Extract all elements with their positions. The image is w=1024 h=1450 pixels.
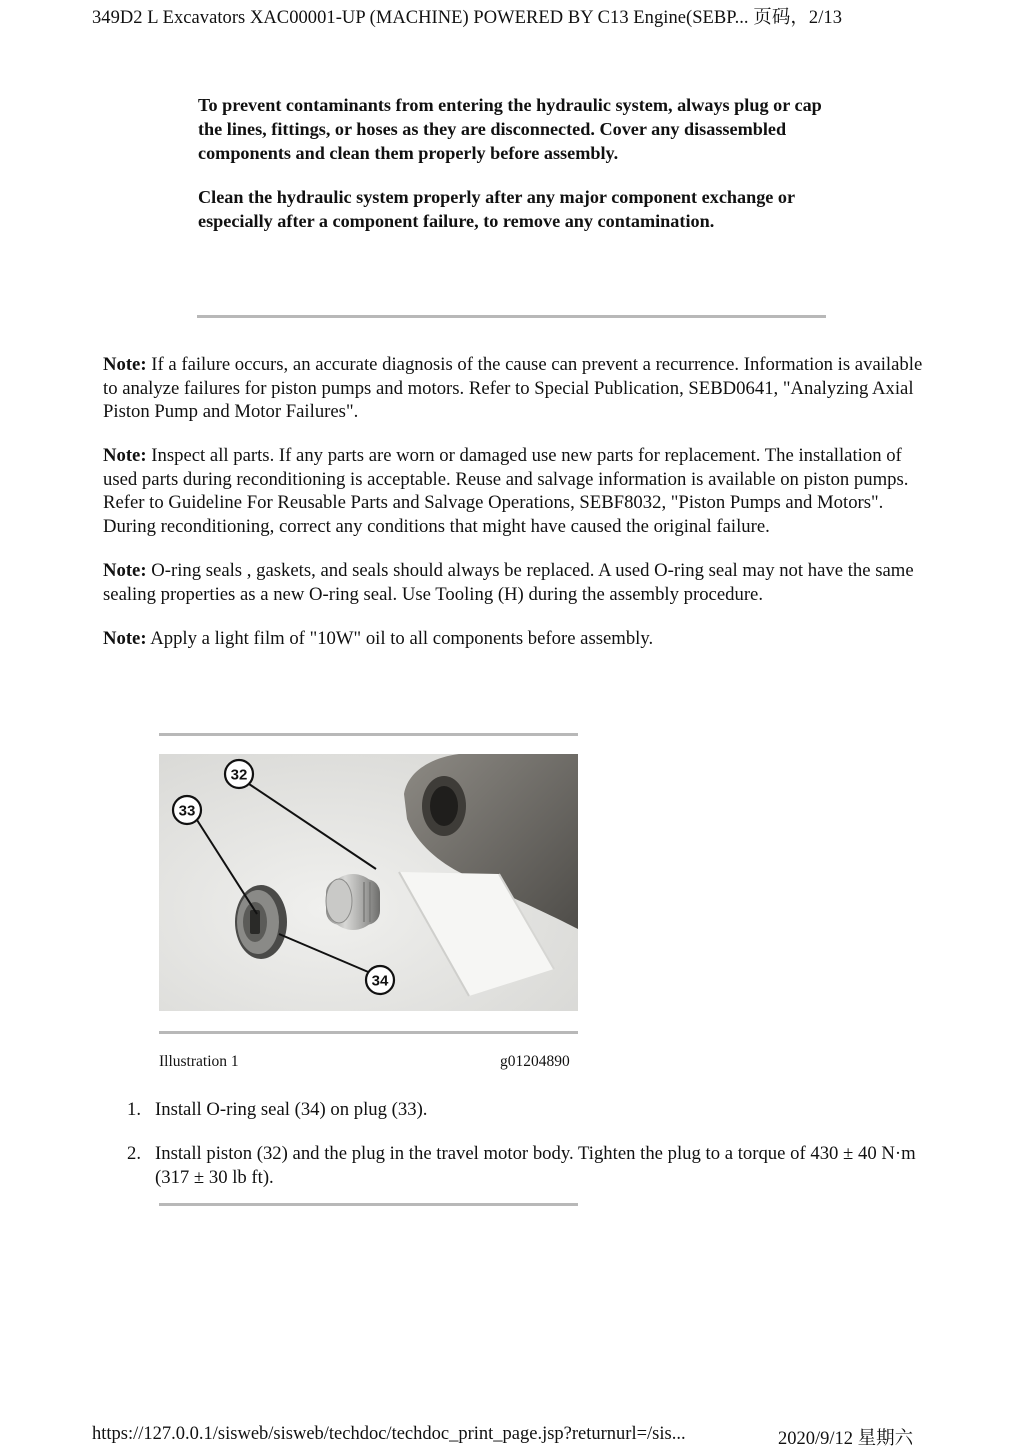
note-label: Note: bbox=[103, 627, 147, 649]
step-item bbox=[127, 1142, 917, 1189]
illustration-photo bbox=[159, 754, 578, 1011]
illustration-top-divider bbox=[159, 733, 578, 736]
callout-label: 33 bbox=[178, 802, 196, 820]
note-paragraph bbox=[103, 353, 925, 424]
footer-datetime: 2020/9/12 星期六 bbox=[778, 1429, 914, 1449]
procedure-steps bbox=[127, 1098, 917, 1210]
step-text: Install O-ring seal (34) on plug (33). bbox=[155, 1099, 428, 1120]
step-text: Install piston (32) and the plug in the travel motor body. Tighten the plug to a torque of 430 ± 40 N·m (317 ± 30 lb ft). bbox=[155, 1143, 916, 1188]
footer-url: https://127.0.0.1/sisweb/sisweb/techdoc/techdoc_print_page.jsp?returnurl=/sis... bbox=[92, 1424, 686, 1444]
callout-marker bbox=[366, 966, 394, 994]
steps-divider bbox=[159, 1203, 578, 1206]
step-item bbox=[127, 1098, 917, 1122]
warning-paragraph: Clean the hydraulic system properly after any major component exchange or especially after a component failure, to remove any contamination. bbox=[198, 187, 795, 231]
note-paragraph bbox=[103, 627, 925, 651]
note-paragraph bbox=[103, 444, 925, 538]
note-label: Note: bbox=[103, 445, 147, 467]
note-text: Inspect all parts. If any parts are worn or damaged use new parts for replacement. The installation of used parts during reconditioning is acceptable. Reuse and salvage information is available on piston pumps. Refer to Guideline For Reusable Parts and Salvage Operations, SEBF8032, "Piston Pumps and Motors". During reconditioning, correct any conditions that might have caused the original failure. bbox=[103, 445, 909, 538]
callout-marker bbox=[173, 796, 201, 824]
note-paragraph bbox=[103, 559, 925, 606]
step-number: 1. bbox=[127, 1099, 142, 1120]
callout-marker bbox=[225, 760, 253, 788]
warning-divider bbox=[197, 315, 826, 318]
warning-block bbox=[198, 93, 838, 253]
illustration-caption-label: Illustration 1 bbox=[159, 1053, 239, 1070]
notes-section bbox=[103, 353, 925, 671]
note-text: If a failure occurs, an accurate diagnosis of the cause can prevent a recurrence. Information is available to analyze failures for piston pumps and motors. Refer to Special Publication, SEBD0641, "Analyzing Axial Piston Pump and Motor Failures". bbox=[103, 354, 923, 423]
note-label: Note: bbox=[103, 560, 147, 582]
note-label: Note: bbox=[103, 354, 147, 375]
page-header-title: 349D2 L Excavators XAC00001-UP (MACHINE) POWERED BY C13 Engine(SEBP... 页码，2/13 bbox=[92, 8, 843, 28]
note-text: O-ring seals , gaskets, and seals should always be replaced. A used O-ring seal may not have the same sealing properties as a new O-ring seal. Use Tooling (H) during the assembly procedure. bbox=[103, 560, 914, 605]
illustration-graphic-id: g01204890 bbox=[500, 1053, 570, 1070]
callout-label: 32 bbox=[230, 766, 248, 784]
warning-paragraph: To prevent contaminants from entering the hydraulic system, always plug or cap the lines, fittings, or hoses as they are disconnected. Cover any disassembled components and clean them properly before assembly. bbox=[198, 95, 822, 163]
step-number: 2. bbox=[127, 1143, 142, 1165]
callout-label: 34 bbox=[371, 972, 389, 990]
note-text: Apply a light film of "10W" oil to all components before assembly. bbox=[146, 627, 654, 649]
illustration-bottom-divider bbox=[159, 1031, 578, 1034]
